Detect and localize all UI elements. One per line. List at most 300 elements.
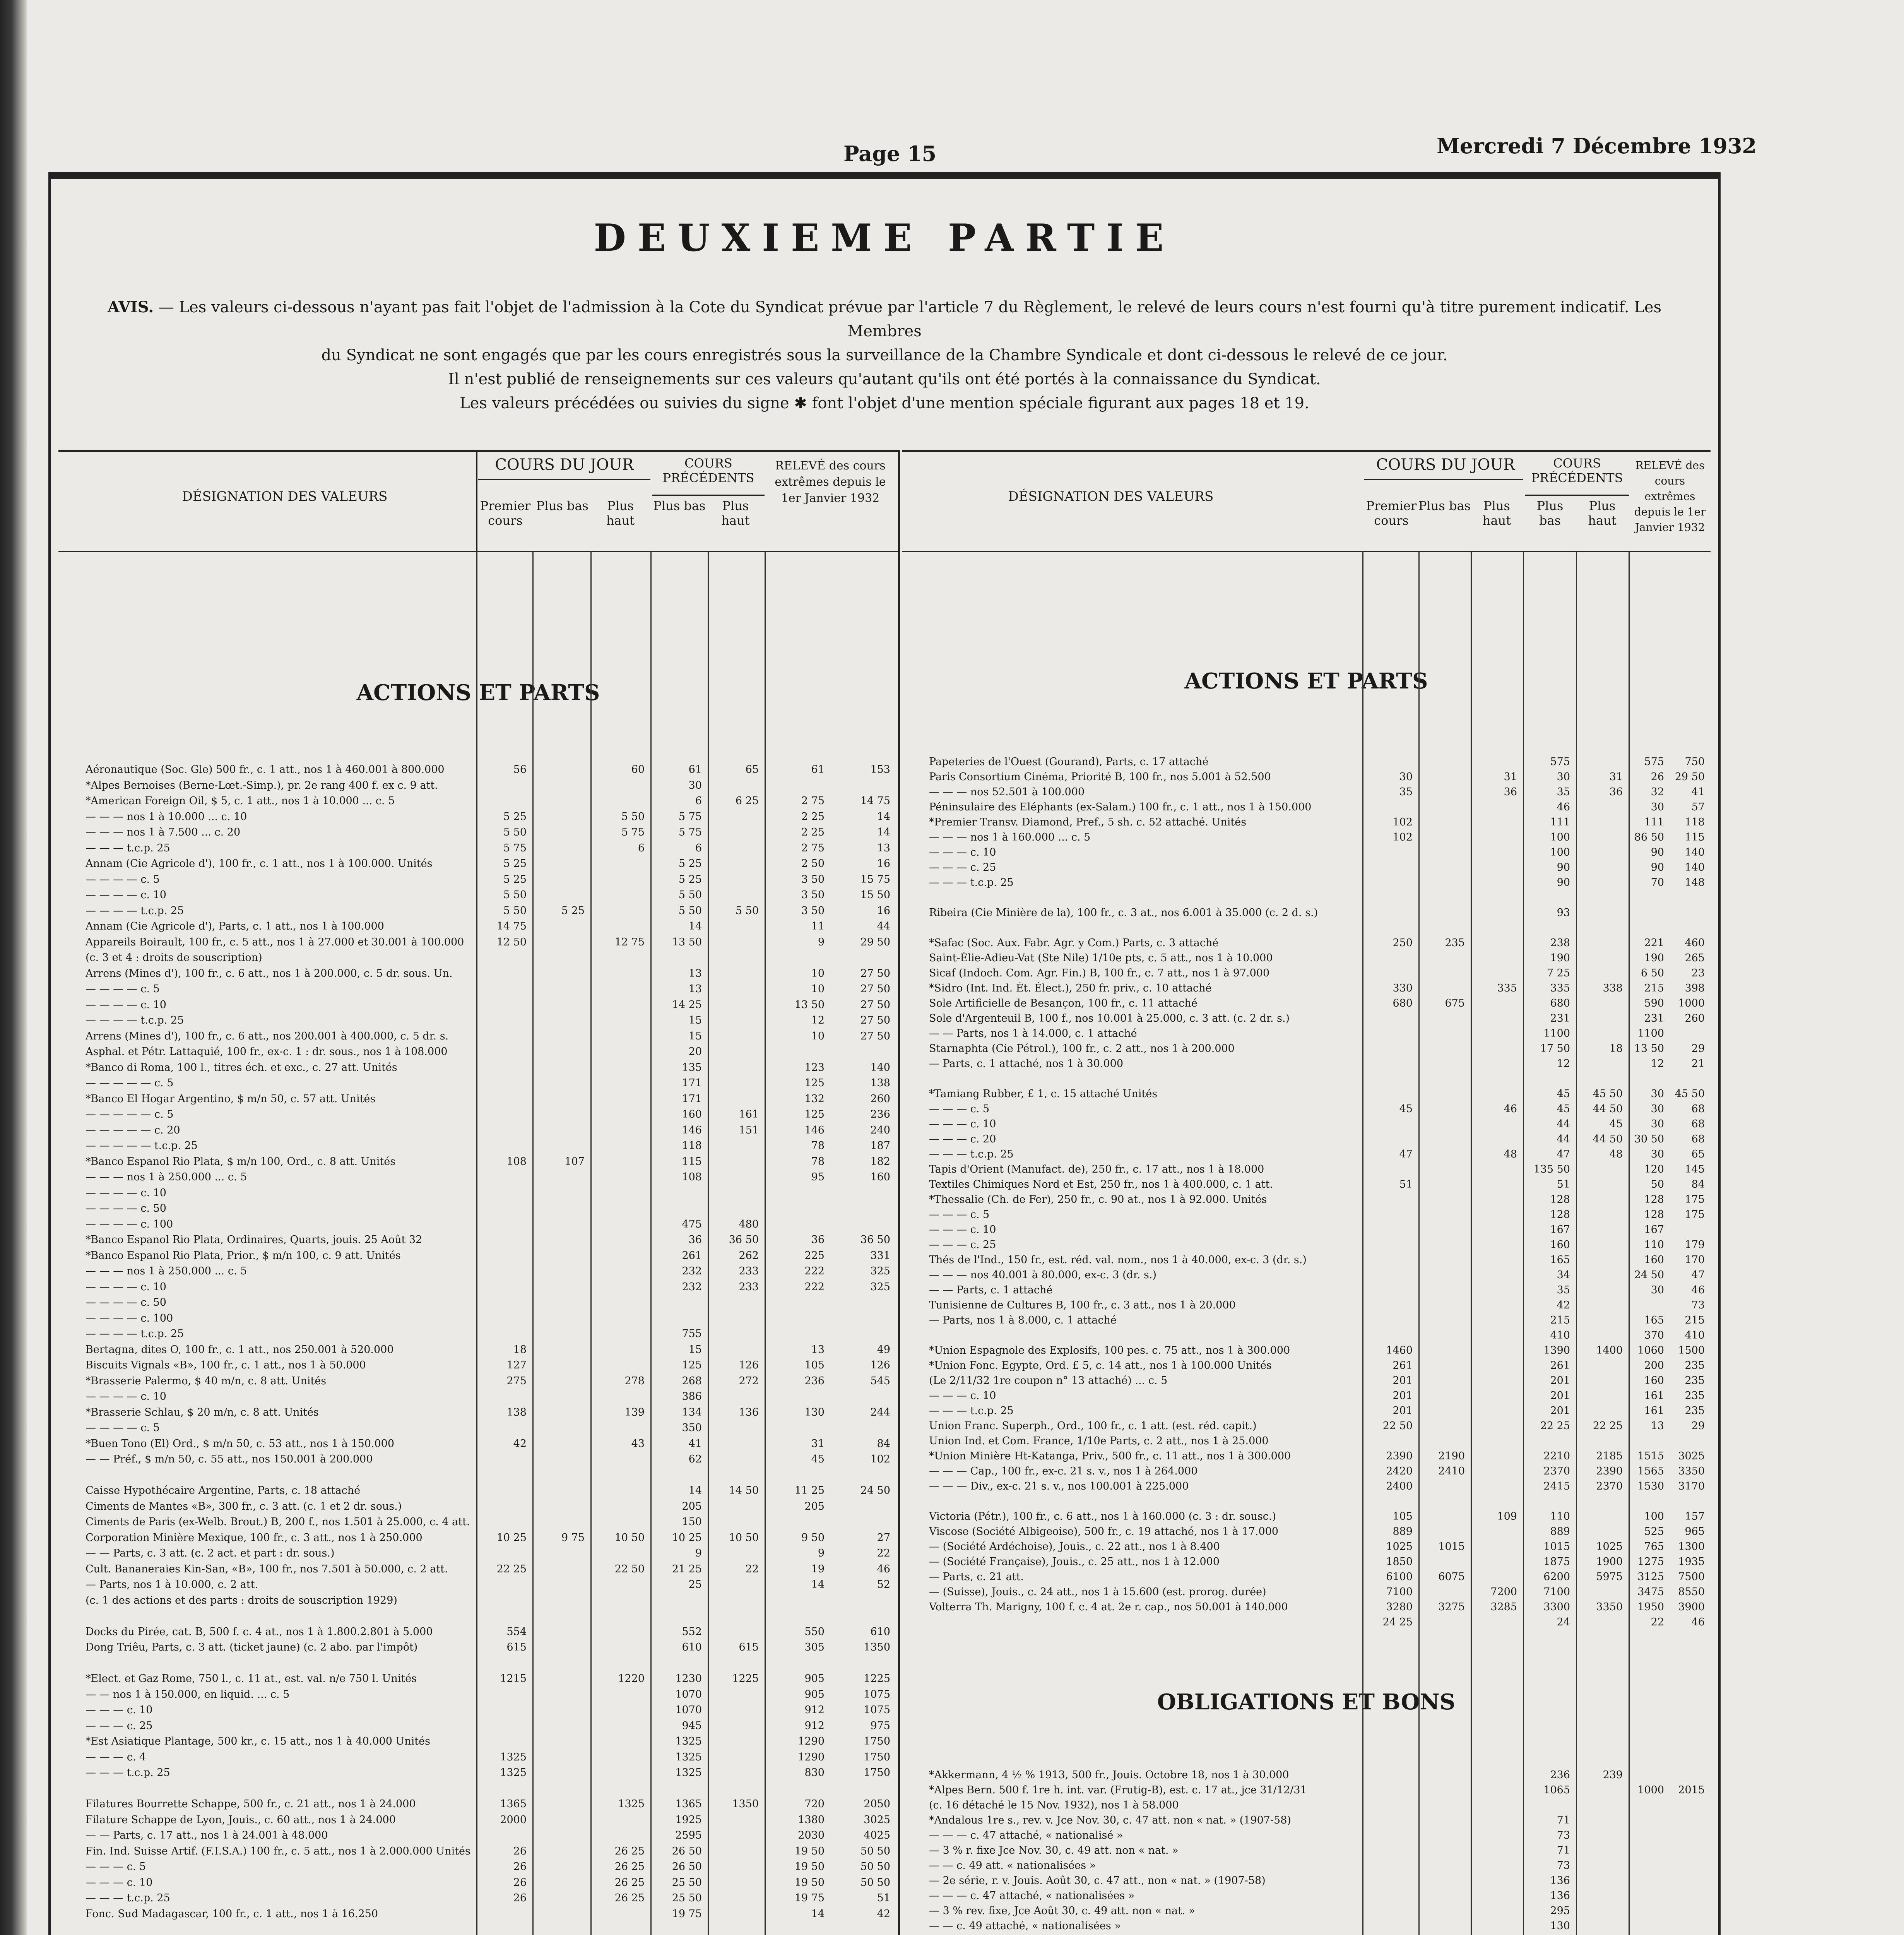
value-designation: — — — — c. 10 [86,1187,166,1199]
premier-cours: 5 25 [503,873,527,885]
releve-haut: 3350 [1678,1465,1705,1477]
prec-plus-bas: 386 [682,1390,702,1402]
table-row [58,1265,898,1281]
prec-plus-bas: 30 [688,779,702,791]
table-row [58,1438,898,1454]
cours-du-jour-header: COURS DU JOUR [1376,456,1515,474]
page-date: Mercredi 7 Décembre 1932 [1437,134,1757,158]
value-designation: Filature Schappe de Lyon, Jouis., c. 60 att., nos 1 à 24.000 [86,1813,396,1826]
prec-plus-bas: 73 [1557,1860,1570,1872]
releve-bas: 2030 [798,1829,825,1841]
releve-haut: 545 [870,1375,890,1387]
right-rows-obligations [902,1769,1711,1935]
prec-plus-haut: 2185 [1596,1450,1623,1462]
prec-plus-bas: 130 [1550,1920,1570,1932]
releve-haut: 240 [870,1124,890,1136]
releve-bas: 78 [811,1155,825,1168]
prec-plus-bas: 889 [1550,1526,1570,1538]
prec-plus-bas: 2370 [1543,1465,1570,1477]
releve-bas: 19 [811,1563,825,1575]
prec-plus-haut: 233 [739,1281,759,1293]
premier-cours: 30 [1399,771,1413,783]
plus-haut: 3285 [1490,1601,1517,1613]
avis-line: Il n'est publié de renseignements sur ces valeurs qu'autant qu'ils ont été portés à la connaissance du Syndicat. [448,370,1321,388]
premier-cours: 6100 [1386,1571,1413,1583]
releve-bas: 590 [1644,997,1664,1009]
table-row [58,1062,898,1077]
prec-plus-bas: 150 [682,1516,702,1528]
releve-haut: 50 50 [860,1845,890,1857]
table-row [902,952,1711,967]
releve-bas: 105 [804,1359,825,1371]
releve-bas: 19 75 [794,1892,825,1904]
prec-plus-bas: 41 [688,1437,702,1450]
value-designation: — — Parts, c. 1 attaché [929,1284,1053,1296]
releve-haut: 398 [1685,982,1705,994]
prec-plus-bas: 110 [1550,1510,1570,1522]
releve-bas: 1100 [1637,1027,1664,1039]
releve-haut: 1000 [1678,997,1705,1009]
table-header-right [902,452,1711,552]
value-designation: Dong Triêu, Parts, c. 3 att. (ticket jaune) (c. 2 abo. par l'impôt) [86,1641,418,1653]
releve-haut: 15 50 [860,889,890,901]
prec-plus-bas: 5 75 [678,810,702,823]
prec-plus-bas: 15 [688,1030,702,1042]
releve-bas: 132 [804,1093,825,1105]
table-row [58,1422,898,1438]
value-designation: — — — — — c. 5 [86,1077,174,1089]
table-row [902,1073,1711,1088]
releve-haut: 145 [1685,1163,1705,1175]
releve-bas: 10 [811,1030,825,1042]
page-header [46,130,1757,172]
table-row [58,1704,898,1720]
releve-haut: 1350 [864,1641,890,1653]
table-row [58,1469,898,1485]
plus-haut: 278 [624,1375,645,1387]
premier-cours: 1025 [1386,1541,1413,1553]
value-designation: — — — c. 10 [86,1876,153,1889]
releve-haut: 1500 [1678,1344,1705,1356]
value-designation: Arrens (Mines d'), 100 fr., c. 6 att., nos 1 à 200.000, c. 5 dr. sous. Un. [86,967,453,979]
prec-plus-bas: 335 [1550,982,1570,994]
prec-plus-bas: 167 [1550,1224,1570,1236]
prec-plus-bas: 5 75 [678,826,702,838]
releve-haut: 29 [1691,1043,1705,1055]
value-designation: Caisse Hypothécaire Argentine, Parts, c. 18 attaché [86,1485,361,1497]
prec-plus-bas: 236 [1550,1769,1570,1781]
releve-haut: 2050 [864,1798,890,1810]
table-row [902,1209,1711,1224]
prec-plus-bas: 171 [682,1093,702,1105]
table-row [58,920,898,936]
releve-bas: 13 [811,1343,825,1356]
prec-plus-bas: 25 50 [672,1876,702,1889]
prec-plus-bas: 19 75 [672,1908,702,1920]
releve-haut: 102 [870,1453,890,1465]
releve-bas: 215 [1644,982,1664,994]
releve-bas: 1530 [1637,1480,1664,1492]
premier-cours: 56 [513,764,527,776]
value-designation: — — — nos 1 à 250.000 ... c. 5 [86,1265,247,1277]
releve-bas: 830 [804,1767,825,1779]
premier-cours: 2420 [1386,1465,1413,1477]
prec-plus-bas: 30 [1557,771,1570,783]
plus-haut: 26 25 [614,1876,645,1889]
releve-bas: 222 [804,1265,825,1277]
plus-bas: 2410 [1438,1465,1465,1477]
table-row [58,1046,898,1062]
releve-bas: 86 50 [1634,831,1664,843]
table-row [902,1375,1711,1390]
value-designation: Sicaf (Indoch. Com. Agr. Fin.) B, 100 fr., c. 7 att., nos 1 à 97.000 [929,967,1270,979]
prec-plus-haut: 65 [745,764,759,776]
releve-bas: 160 [1644,1254,1664,1266]
table-row [902,892,1711,907]
prec-plus-bas: 22 25 [1540,1420,1570,1432]
table-row [58,811,898,827]
prec-plus-haut: 45 50 [1593,1088,1623,1100]
releve-haut: 84 [1691,1178,1705,1190]
releve-bas: 125 [804,1077,825,1089]
releve-haut: 148 [1685,877,1705,889]
releve-haut: 45 50 [1675,1088,1705,1100]
table-row [902,982,1711,997]
prec-plus-bas: 21 25 [672,1563,702,1575]
value-designation: Ciments de Paris (ex-Welb. Brout.) B, 200 f., nos 1.501 à 25.000, c. 4 att. [86,1516,470,1528]
prec-plus-haut: 262 [739,1249,759,1262]
prec-plus-bas: 160 [1550,1239,1570,1251]
table-row [58,1344,898,1360]
releve-haut: 460 [1685,937,1705,949]
table-row [58,1923,898,1935]
releve-bas: 205 [804,1500,825,1512]
releve-bas: 30 [1651,1088,1664,1100]
premier-cours: 275 [506,1375,527,1387]
releve-haut: 153 [870,764,890,776]
premier-cours: 18 [513,1343,527,1356]
value-designation: — — — — c. 10 [86,998,166,1011]
releve-bas: 575 [1644,756,1664,768]
prec-plus-haut: 1400 [1596,1344,1623,1356]
value-designation: *Sidro (Int. Ind. Ét. Élect.), 250 fr. priv., c. 10 attaché [929,982,1212,994]
releve-haut: 14 [877,826,890,838]
releve-bas: 26 [1651,771,1664,783]
releve-bas: 111 [1644,816,1664,828]
value-designation: — — — — t.c.p. 25 [86,904,184,917]
prec-plus-bas: 128 [1550,1209,1570,1221]
releve-bas: 1290 [798,1735,825,1747]
value-designation: Aéronautique (Soc. Gle) 500 fr., c. 1 att., nos 1 à 460.001 à 800.000 [86,764,445,776]
value-designation: *Banco Espanol Rio Plata, Ordinaires, Quarts, jouis. 25 Août 32 [86,1234,423,1246]
prec-plus-haut: 338 [1603,982,1623,994]
prec-plus-haut: 1225 [732,1673,759,1685]
table-row [58,1187,898,1203]
releve-haut: 14 75 [860,795,890,807]
table-row [58,858,898,873]
releve-bas: 125 [804,1108,825,1120]
releve-haut: 175 [1685,1194,1705,1206]
releve-bas: 11 25 [794,1485,825,1497]
releve-haut: 27 50 [860,983,890,995]
value-designation: *Elect. et Gaz Rome, 750 l., c. 11 at., est. val. n/e 750 l. Unités [86,1673,417,1685]
value-designation: Union Franc. Superph., Ord., 100 fr., c. 1 att. (est. réd. capit.) [929,1420,1257,1432]
table-row [58,1610,898,1626]
value-designation: *Tamiang Rubber, £ 1, c. 15 attaché Unités [929,1088,1158,1100]
releve-haut: 236 [870,1108,890,1120]
plus-haut: 36 [1504,786,1517,798]
prec-plus-bas: 1015 [1543,1541,1570,1553]
releve-bas: 1290 [798,1751,825,1763]
premier-cours: 14 75 [496,920,527,932]
table-row [902,967,1711,982]
prec-plus-bas: 1325 [675,1751,702,1763]
prec-plus-bas: 6200 [1543,1571,1570,1583]
value-designation: Viscose (Société Albigeoise), 500 fr., c. 19 attaché, nos 1 à 17.000 [929,1526,1279,1538]
plus-haut: 10 50 [614,1531,645,1544]
prec-plus-haut: 36 [1609,786,1623,798]
table-row [902,1329,1711,1344]
value-designation: — Parts, c. 1 attaché, nos 1 à 30.000 [929,1058,1124,1070]
cours-du-jour-header: COURS DU JOUR [495,456,634,474]
value-designation: — — — c. 10 [929,1118,996,1130]
table-row [58,1783,898,1798]
table-row [902,1118,1711,1133]
releve-haut: 325 [870,1281,890,1293]
value-designation: Biscuits Vignals «B», 100 fr., c. 1 att., nos 1 à 50.000 [86,1359,366,1371]
releve-haut: 16 [877,858,890,870]
prec-plus-bas: 945 [682,1719,702,1732]
prec-plus-bas: 35 [1557,786,1570,798]
prec-plus-bas: 51 [1557,1178,1570,1190]
table-row [902,1435,1711,1450]
value-designation: Volterra Th. Marigny, 100 f. c. 4 at. 2e r. cap., nos 50.001 à 140.000 [929,1601,1288,1613]
prec-plus-bas: 1325 [675,1735,702,1747]
table-row [902,1541,1711,1556]
prec-plus-bas: 1230 [675,1673,702,1685]
premier-cours: 201 [1393,1405,1413,1417]
table-row [58,968,898,983]
releve-bas: 2 75 [801,795,825,807]
value-designation: — — — c. 10 [929,1224,996,1236]
premier-cours: 102 [1393,816,1413,828]
releve-haut: 965 [1685,1526,1705,1538]
prec-plus-bas: 90 [1557,861,1570,873]
releve-haut: 187 [870,1140,890,1152]
designation-header: DÉSIGNATION DES VALEURS [1008,489,1214,504]
releve-haut: 68 [1691,1118,1705,1130]
prec-plus-bas: 34 [1557,1269,1570,1281]
releve-haut: 4025 [864,1829,890,1841]
prec-plus-haut-header: Plus haut [1588,498,1617,528]
releve-haut: 115 [1685,831,1705,843]
releve-haut: 14 [877,810,890,823]
cours-precedents-header: COURS PRÉCÉDENTS [662,456,754,485]
table-row [902,1390,1711,1405]
value-designation: *Brasserie Schlau, $ 20 m/n, c. 8 att. Unités [86,1406,319,1418]
avis-line: du Syndicat ne sont engagés que par les cours enregistrés sous la surveillance de la Chambre Syndicale et dont ci-dessous le relevé de ce jour. [321,346,1448,364]
section-actions-parts-left: ACTIONS ET PARTS [356,680,600,706]
table-row [58,1845,898,1861]
prec-plus-bas: 111 [1550,816,1570,828]
table-row [902,1163,1711,1178]
prec-plus-haut: 126 [739,1359,759,1371]
prec-plus-bas: 295 [1550,1905,1570,1917]
prec-plus-bas: 261 [1550,1360,1570,1372]
plus-haut-header: Plus haut [1482,498,1511,528]
releve-bas: 1275 [1637,1556,1664,1568]
prec-plus-bas: 5 50 [678,889,702,901]
releve-haut: 3170 [1678,1480,1705,1492]
value-designation: — — — — c. 10 [86,1390,166,1402]
prec-plus-bas: 45 [1557,1088,1570,1100]
releve-bas: 22 [1651,1616,1664,1628]
releve-haut: 16 [877,904,890,917]
releve-haut: 175 [1685,1209,1705,1221]
releve-haut: 3025 [1678,1450,1705,1462]
value-designation: — — c. 49 att. « nationalisées » [929,1860,1096,1872]
prec-plus-bas: 5 50 [678,904,702,917]
table-row [902,1314,1711,1329]
releve-haut: 27 [877,1531,890,1544]
prec-plus-bas: 7 25 [1546,967,1570,979]
value-designation: *Andalous 1re s., rev. v. Jce Nov. 30, c. 47 att. non « nat. » (1907-58) [929,1814,1291,1826]
table-row [902,1875,1711,1890]
plus-bas: 107 [565,1155,585,1168]
prec-plus-bas: 7100 [1543,1586,1570,1598]
right-column [902,450,1711,1935]
releve-bas: 11 [811,920,825,932]
table-row [902,861,1711,877]
releve-haut: 7500 [1678,1571,1705,1583]
table-row [58,999,898,1015]
value-designation: — — — t.c.p. 25 [929,877,1014,889]
releve-haut: 235 [1685,1375,1705,1387]
prec-plus-bas: 171 [682,1077,702,1089]
scan-binding-edge [0,0,27,1935]
value-designation: — (Société Ardéchoise), Jouis., c. 22 att., nos 1 à 8.400 [929,1541,1220,1553]
table-row [902,1510,1711,1526]
releve-bas: 1000 [1637,1784,1664,1796]
table-row [58,1626,898,1642]
value-designation: — — — nos 52.501 à 100.000 [929,786,1085,798]
releve-bas: 3125 [1637,1571,1664,1583]
table-row [58,873,898,889]
premier-cours: 42 [513,1437,527,1450]
value-designation: — 2e série, r. v. Jouis. Août 30, c. 47 att., non « nat. » (1907-58) [929,1875,1266,1887]
prec-plus-haut: 615 [739,1641,759,1653]
releve-bas: 12 [811,1014,825,1026]
releve-bas: 128 [1644,1209,1664,1221]
releve-haut: 27 50 [860,1014,890,1026]
table-row [902,922,1711,937]
prec-plus-bas: 6 [695,795,702,807]
releve-haut: 140 [1685,861,1705,873]
value-designation: — — — c. 25 [929,861,996,873]
prec-plus-bas: 136 [1550,1875,1570,1887]
prec-plus-haut: 22 25 [1593,1420,1623,1432]
table-row [58,1218,898,1234]
table-row [58,905,898,921]
premier-cours: 615 [506,1641,527,1653]
prec-plus-bas: 115 [682,1155,702,1168]
table-row [58,1171,898,1187]
table-row [902,801,1711,816]
table-row [58,1892,898,1908]
prec-plus-bas: 26 50 [672,1845,702,1857]
value-designation: — — — t.c.p. 25 [86,842,170,854]
table-row [58,1500,898,1516]
releve-bas: 14 [811,1908,825,1920]
prec-plus-bas: 100 [1550,846,1570,858]
table-row [58,1579,898,1594]
value-designation: — — — nos 1 à 7.500 ... c. 20 [86,826,241,838]
prec-plus-bas: 118 [682,1140,702,1152]
plus-haut: 26 25 [614,1861,645,1873]
table-row [902,1495,1711,1510]
plus-haut: 139 [624,1406,645,1418]
premier-cours: 1850 [1386,1556,1413,1568]
releve-haut: 51 [877,1892,890,1904]
table-row [58,1359,898,1375]
table-row [58,1720,898,1736]
prec-plus-haut: 151 [739,1124,759,1136]
prec-plus-haut: 480 [739,1218,759,1230]
releve-bas: 231 [1644,1012,1664,1024]
prec-plus-bas: 14 25 [672,998,702,1011]
table-row [58,1093,898,1109]
prec-plus-haut: 233 [739,1265,759,1277]
plus-haut: 26 25 [614,1845,645,1857]
releve-haut: 750 [1685,756,1705,768]
releve-haut: 42 [877,1908,890,1920]
value-designation: — — — t.c.p. 25 [929,1148,1014,1160]
table-row [58,1281,898,1297]
premier-cours: 35 [1399,786,1413,798]
prec-plus-haut: 18 [1609,1043,1623,1055]
releve-bas: 3 50 [801,873,825,885]
table-row [902,1465,1711,1480]
value-designation: *American Foreign Oil, $ 5, c. 1 att., nos 1 à 10.000 ... c. 5 [86,795,395,807]
value-designation: Péninsulaire des Eléphants (ex-Salam.) 100 fr., c. 1 att., nos 1 à 150.000 [929,801,1312,813]
table-row [58,1140,898,1156]
value-designation: Victoria (Pétr.), 100 fr., c. 6 att., nos 1 à 160.000 (c. 3 : dr. sousc.) [929,1510,1276,1522]
value-designation: Arrens (Mines d'), 100 fr., c. 6 att., nos 200.001 à 400.000, c. 5 dr. s. [86,1030,449,1042]
prec-plus-bas: 13 [688,967,702,979]
value-designation: *Banco di Roma, 100 l., titres éch. et exc., c. 27 att. Unités [86,1061,397,1074]
releve-haut: 47 [1691,1269,1705,1281]
table-row [902,1571,1711,1586]
value-designation: — Parts, nos 1 à 8.000, c. 1 attaché [929,1314,1117,1326]
premier-cours: 680 [1393,997,1413,1009]
releve-haut: 13 [877,842,890,854]
premier-cours: 108 [506,1155,527,1168]
prec-plus-bas: 5 25 [678,858,702,870]
releve-bas: 2 50 [801,858,825,870]
value-designation: Textiles Chimiques Nord et Est, 250 fr., nos 1 à 400.000, c. 1 att. [929,1178,1273,1190]
value-designation: — — — c. 20 [929,1133,996,1145]
prec-plus-haut: 5975 [1596,1571,1623,1583]
page-frame [48,172,1721,1935]
avis-line: Les valeurs précédées ou suivies du signe ✱ font l'objet d'une mention spéciale figurant aux pages 18 et 19. [460,394,1309,412]
prec-plus-bas: 90 [1557,877,1570,889]
value-designation: — — — t.c.p. 25 [86,1767,170,1779]
prec-plus-haut: 5 50 [735,904,759,917]
value-designation: Ciments de Mantes «B», 300 fr., c. 3 att. (c. 1 et 2 dr. sous.) [86,1500,402,1512]
plus-haut: 335 [1497,982,1517,994]
releve-haut: 1075 [864,1704,890,1716]
releve-haut: 140 [870,1061,890,1074]
